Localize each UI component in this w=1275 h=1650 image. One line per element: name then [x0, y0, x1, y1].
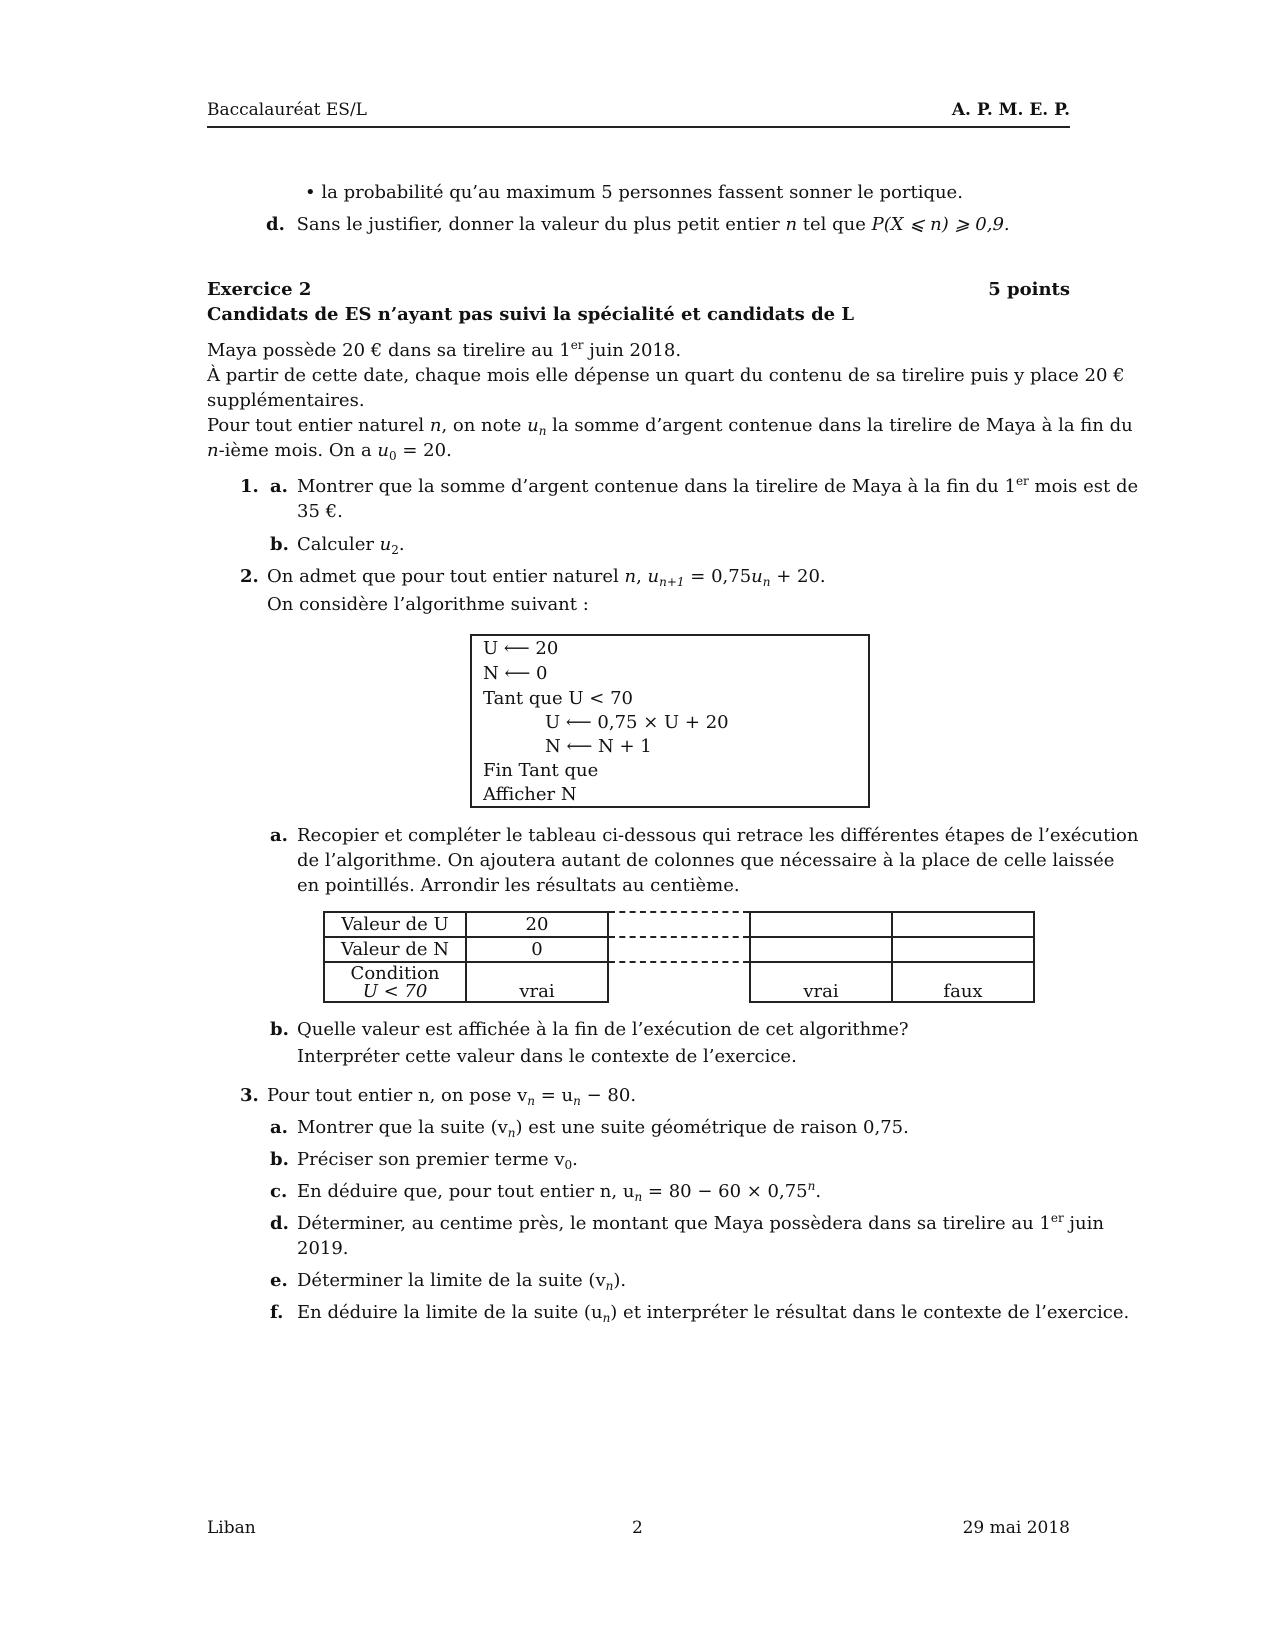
q3c-label: c. — [270, 1181, 288, 1202]
q3c-text: En déduire que, pour tout entier n, $u_n = 80 - 60 \times 0,75^n$. — [297, 1179, 822, 1204]
q2a-line-2: de l’algorithme. On ajoutera autant de colonnes que nécessaire à la place de celle laissée — [297, 850, 1115, 871]
algorithm-box — [470, 634, 870, 808]
cell-c-last-1: vrai — [750, 962, 892, 1002]
q2-text-2: On considère l’algorithme suivant : — [267, 594, 589, 615]
q1a-text: Montrer que la somme d’argent contenue dans la tirelire de Maya à la fin du 1er mois est de — [297, 474, 1139, 497]
trace-table — [323, 911, 1035, 1003]
q2a-line-1: Recopier et compléter le tableau ci-dessous qui retrace les différentes étapes de l’exécution — [297, 825, 1139, 846]
q1-number: 1. — [240, 476, 259, 497]
q3-number: 3. — [240, 1085, 259, 1106]
q3d-text-2: 2019. — [297, 1238, 349, 1259]
header-right: A. P. M. E. P. — [951, 100, 1070, 120]
q3f-text: En déduire la limite de la suite $(u_n)$ et interpréter le résultat dans le contexte de l’exercice. — [297, 1302, 1130, 1325]
cell-n0: 0 — [466, 937, 608, 962]
q1b-label: b. — [270, 534, 289, 555]
row-label-n: Valeur de N — [324, 937, 466, 962]
empty-cell — [750, 912, 892, 937]
table-row — [324, 962, 1034, 1002]
q3d-label: d. — [270, 1213, 289, 1234]
cell-u0: 20 — [466, 912, 608, 937]
q1a-text-2: 35 €. — [297, 501, 343, 522]
q3b-text: Préciser son premier terme $v_0$. — [297, 1149, 578, 1172]
exercise-title: Exercice 2 — [207, 279, 312, 300]
intro-line-5: n-ième mois. On a $u_0 = 20$. — [207, 440, 452, 463]
algo-line: Tant que U < 70 — [483, 688, 633, 709]
algo-line: Fin Tant que — [483, 760, 599, 781]
dotted-cell — [608, 912, 750, 937]
q2a-label: a. — [270, 825, 288, 846]
table-row — [324, 912, 1034, 937]
row-label-u: Valeur de U — [324, 912, 466, 937]
prev-bullet: • la probabilité qu’au maximum 5 personnes fassent sonner le portique. — [305, 182, 963, 203]
q2b-line-2: Interpréter cette valeur dans le contexte de l’exercice. — [297, 1046, 797, 1067]
algo-line: Afficher N — [483, 784, 577, 805]
cell-c-last-2: faux — [892, 962, 1034, 1002]
q2-text: On admet que pour tout entier naturel n, $u_{n+1} = 0,75u_n + 20$. — [267, 566, 826, 589]
q2a-line-3: en pointillés. Arrondir les résultats au centième. — [297, 875, 740, 896]
q3a-label: a. — [270, 1117, 288, 1138]
algo-line: N ⟵ 0 — [483, 663, 548, 684]
table-row — [324, 937, 1034, 962]
header-left: Baccalauréat ES/L — [207, 100, 367, 120]
empty-cell — [892, 912, 1034, 937]
q3e-label: e. — [270, 1270, 288, 1291]
empty-cell — [750, 937, 892, 962]
bullet-icon: • — [305, 182, 316, 203]
q3d-text: Déterminer, au centime près, le montant que Maya possèdera dans sa tirelire au 1er juin — [297, 1211, 1104, 1234]
dotted-cell — [608, 962, 750, 1002]
q1a-label: a. — [270, 476, 288, 497]
cell-c0: vrai — [466, 962, 608, 1002]
intro-line-3: supplémentaires. — [207, 390, 365, 411]
q2b-line-1: Quelle valeur est affichée à la fin de l’exécution de cet algorithme? — [297, 1019, 909, 1040]
footer-date: 29 mai 2018 — [962, 1518, 1070, 1538]
prev-question-d: d. Sans le justifier, donner la valeur du plus petit entier n tel que P(X ⩽ n) ⩾ 0,9. — [266, 214, 1010, 235]
q2b-label: b. — [270, 1019, 289, 1040]
intro-line-2: À partir de cette date, chaque mois elle dépense un quart du contenu de sa tirelire puis y place 20 € — [207, 365, 1125, 386]
page-header — [207, 100, 1070, 128]
footer-left: Liban — [207, 1518, 256, 1538]
exercise-points: 5 points — [988, 279, 1070, 300]
row-label-condition: Condition U < 70 — [324, 962, 466, 1002]
q2-number: 2. — [240, 566, 259, 587]
q3b-label: b. — [270, 1149, 289, 1170]
q3e-text: Déterminer la limite de la suite $(v_n)$. — [297, 1270, 627, 1293]
page-number: 2 — [632, 1518, 643, 1538]
algo-line: N ⟵ N + 1 — [545, 736, 652, 757]
empty-cell — [892, 937, 1034, 962]
intro-line-4: Pour tout entier naturel n, on note $u_n$ la somme d’argent contenue dans la tirelire de Maya à la fin du — [207, 415, 1133, 438]
intro-line-1: Maya possède 20 € dans sa tirelire au 1er juin 2018. — [207, 338, 682, 361]
algo-line: U ⟵ 0,75 × U + 20 — [545, 712, 729, 733]
dotted-cell — [608, 937, 750, 962]
q1b-text: Calculer $u_2$. — [297, 534, 405, 557]
exercise-subtitle: Candidats de ES n’ayant pas suivi la spécialité et candidats de L — [207, 304, 855, 325]
q3f-label: f. — [270, 1302, 284, 1323]
q3a-text: Montrer que la suite $(v_n)$ est une suite géométrique de raison 0,75. — [297, 1117, 909, 1140]
q3-intro: Pour tout entier n, on pose $v_n = u_n - 80$. — [267, 1085, 637, 1108]
algo-line: U ⟵ 20 — [483, 638, 559, 659]
